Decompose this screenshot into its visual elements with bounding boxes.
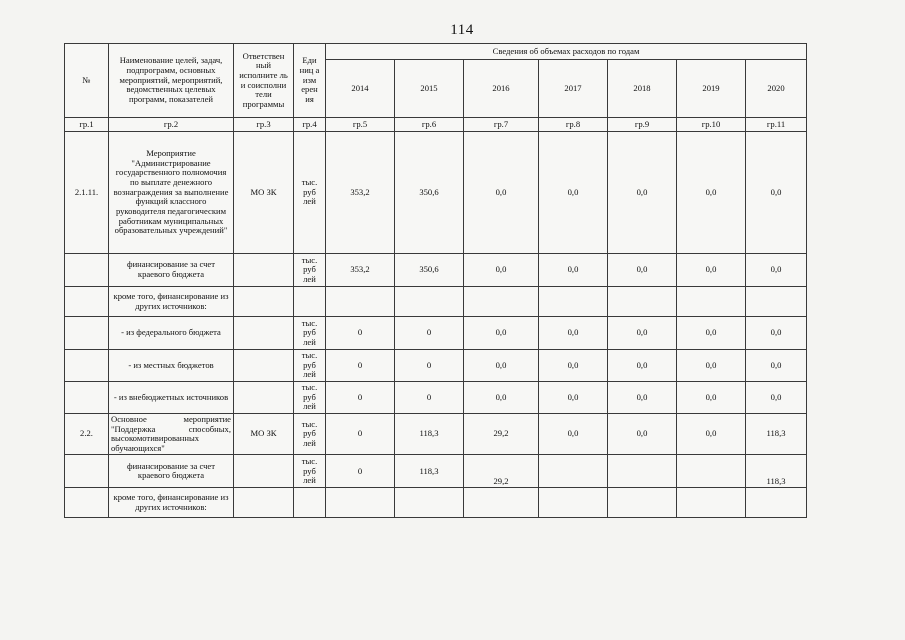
group-label: гр.10 [677,118,746,132]
row-value: 0,0 [677,350,746,382]
row-value: 0 [326,350,395,382]
row-value: 0,0 [464,381,539,413]
row-responsible [234,455,294,488]
group-label: гр.9 [608,118,677,132]
row-value: 0,0 [746,317,807,350]
group-label: гр.1 [65,118,109,132]
header-year: 2016 [464,60,539,118]
table-row [65,287,807,317]
table-row [65,132,807,254]
row-value: 0,0 [746,254,807,287]
row-value: 0,0 [608,254,677,287]
row-responsible [234,350,294,382]
row-value: 0,0 [464,254,539,287]
row-num [65,254,109,287]
row-value [326,287,395,317]
row-value: 0,0 [539,317,608,350]
row-num [65,287,109,317]
row-value: 118,3 [395,413,464,455]
row-unit: тыс. руб лей [294,132,326,254]
row-num: 2.2. [65,413,109,455]
row-name: Мероприятие "Администрирование государственного полномочия по выплате денежного вознаграждения за выполнение функций классного руководителя педагогическим работникам муниципальных образовательных учреждений" [109,132,234,254]
header-unit: Еди ниц а изм ерен ия [294,44,326,118]
row-name: - из местных бюджетов [109,350,234,382]
row-value: 0,0 [746,350,807,382]
row-value [395,287,464,317]
group-label: гр.5 [326,118,395,132]
row-responsible: МО ЗК [234,413,294,455]
row-value: 0,0 [677,413,746,455]
group-label: гр.3 [234,118,294,132]
row-value [464,287,539,317]
row-num [65,317,109,350]
row-value [395,488,464,518]
row-value: 0 [326,455,395,488]
row-value: 118,3 [395,455,464,488]
row-unit: тыс. руб лей [294,413,326,455]
row-name: кроме того, финансирование из других источников: [109,488,234,518]
row-value [608,488,677,518]
header-year: 2019 [677,60,746,118]
header-responsible: Ответствен ный исполните ль и соисполни тели программы [234,44,294,118]
row-value: 0,0 [608,132,677,254]
row-value [677,455,746,488]
row-value: 0 [395,350,464,382]
row-value [608,455,677,488]
row-value [326,488,395,518]
row-unit: тыс. руб лей [294,254,326,287]
table-row [65,254,807,287]
group-label: гр.4 [294,118,326,132]
row-name: кроме того, финансирование из других источников: [109,287,234,317]
header-year: 2014 [326,60,395,118]
group-label: гр.6 [395,118,464,132]
row-unit [294,488,326,518]
row-value: 29,2 [464,455,539,488]
row-value: 0,0 [677,132,746,254]
header-year: 2015 [395,60,464,118]
row-value: 0 [326,317,395,350]
row-value [677,287,746,317]
row-value: 0 [326,381,395,413]
row-value [746,488,807,518]
row-value: 0,0 [608,413,677,455]
row-value: 0,0 [677,254,746,287]
row-value: 0 [326,413,395,455]
row-value: 0,0 [464,132,539,254]
row-value: 0,0 [539,254,608,287]
row-value: 0,0 [677,317,746,350]
row-value [746,287,807,317]
row-responsible [234,317,294,350]
row-value: 0,0 [677,381,746,413]
table-row [65,381,807,413]
row-value [539,455,608,488]
row-name: - из федерального бюджета [109,317,234,350]
row-value: 0,0 [539,381,608,413]
row-responsible: МО ЗК [234,132,294,254]
row-value: 0,0 [746,132,807,254]
header-num: № [65,44,109,118]
table-row [65,413,807,455]
header-name: Наименование целей, задач, подпрограмм, основных мероприятий, мероприятий, ведомственных целевых программ, показателей [109,44,234,118]
row-value: 0,0 [608,317,677,350]
row-value [677,488,746,518]
header-year: 2020 [746,60,807,118]
row-num [65,488,109,518]
page-number: 114 [450,22,474,38]
row-value [464,488,539,518]
row-value: 350,6 [395,132,464,254]
row-value: 353,2 [326,254,395,287]
row-value: 0,0 [746,381,807,413]
header-year: 2018 [608,60,677,118]
row-num [65,381,109,413]
row-value: 118,3 [746,413,807,455]
group-label: гр.2 [109,118,234,132]
table-row [65,350,807,382]
row-name: Основное мероприятие "Поддержка способных, высокомотивированных обучающихся" [109,413,234,455]
row-name: - из внебюджетных источников [109,381,234,413]
row-value [608,287,677,317]
row-name: финансирование за счет краевого бюджета [109,254,234,287]
row-value: 29,2 [464,413,539,455]
row-num [65,350,109,382]
row-responsible [234,381,294,413]
row-value [539,287,608,317]
row-value: 0 [395,317,464,350]
group-label: гр.11 [746,118,807,132]
table-row [65,317,807,350]
row-value: 0,0 [608,350,677,382]
row-value: 0,0 [464,350,539,382]
header-expenses: Сведения об объемах расходов по годам [326,44,807,60]
row-responsible [234,254,294,287]
group-label: гр.7 [464,118,539,132]
row-unit [294,287,326,317]
row-value: 350,6 [395,254,464,287]
row-value: 118,3 [746,455,807,488]
row-responsible [234,488,294,518]
row-value: 0,0 [539,413,608,455]
table-row [65,488,807,518]
row-value: 0,0 [608,381,677,413]
row-num [65,455,109,488]
row-value [539,488,608,518]
row-value: 0,0 [539,132,608,254]
row-unit: тыс. руб лей [294,381,326,413]
row-num: 2.1.11. [65,132,109,254]
group-label: гр.8 [539,118,608,132]
row-value: 0,0 [539,350,608,382]
expenses-table [64,43,807,518]
row-value: 0 [395,381,464,413]
table-row [65,455,807,488]
header-year: 2017 [539,60,608,118]
row-value: 0,0 [464,317,539,350]
row-unit: тыс. руб лей [294,317,326,350]
row-value: 353,2 [326,132,395,254]
row-unit: тыс. руб лей [294,455,326,488]
row-unit: тыс. руб лей [294,350,326,382]
row-responsible [234,287,294,317]
row-name: финансирование за счет краевого бюджета [109,455,234,488]
